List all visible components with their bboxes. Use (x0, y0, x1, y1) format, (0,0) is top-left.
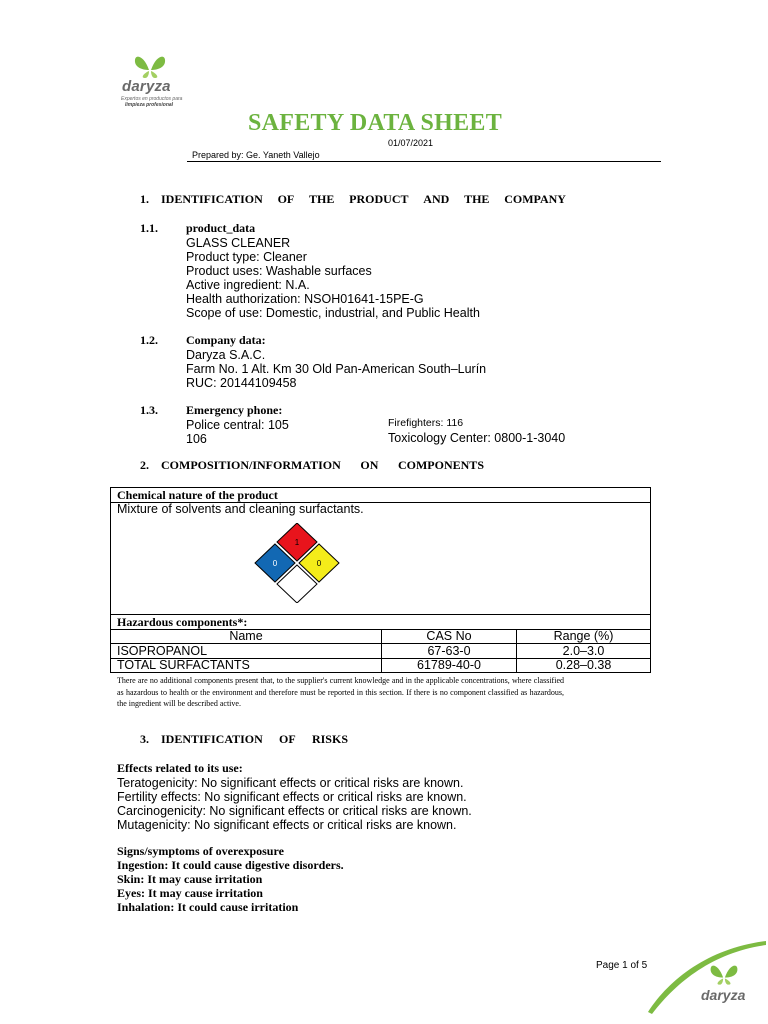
column-header-cas: CAS No (426, 629, 472, 643)
header-divider (187, 161, 661, 162)
title-word: COMPONENTS (397, 458, 484, 472)
title-word: OF (279, 732, 296, 746)
column-header-name: Name (229, 629, 263, 643)
footer-swoosh-icon (640, 938, 768, 1024)
document-title: SAFETY DATA SHEET (248, 110, 503, 136)
chemical-nature-label: Chemical nature of the product (117, 488, 278, 502)
brand-name: daryza (122, 78, 171, 95)
page-number: Page 1 of 5 (596, 960, 648, 971)
section-number: 1. (140, 192, 149, 206)
column-header-range: Range (%) (553, 629, 614, 643)
police-phone-2: 106 (186, 432, 207, 446)
component-range: 0.28–0.38 (555, 658, 612, 672)
subsection-heading: Company data: (186, 333, 266, 347)
product-type: Product type: Cleaner (186, 250, 307, 264)
component-range: 2.0–3.0 (562, 644, 605, 658)
section-title (161, 458, 484, 473)
nfpa-reactivity-value: 0 (316, 559, 322, 568)
component-name: TOTAL SURFACTANTS (117, 658, 250, 672)
title-word: AND (423, 192, 450, 206)
effect-item: Carcinogenicity: No significant effects or critical risks are known. (117, 804, 472, 818)
section-title (161, 192, 566, 207)
health-authorization: Health authorization: NSOH01641-15PE-G (186, 292, 424, 306)
symptom-item: Eyes: It may cause irritation (117, 886, 263, 900)
nfpa-diamond-icon (253, 523, 345, 603)
section-2-heading (140, 458, 485, 473)
component-cas: 67-63-0 (427, 644, 471, 658)
title-word: IDENTIFICATION (161, 732, 263, 746)
document-date: 01/07/2021 (388, 138, 434, 148)
company-ruc: RUC: 20144109458 (186, 376, 297, 390)
symptoms-heading: Signs/symptoms of overexposure (117, 844, 284, 858)
subsection-heading: product_data (186, 221, 256, 235)
component-cas: 61789-40-0 (417, 658, 481, 672)
section-number: 3. (140, 732, 149, 746)
symptoms-block (117, 844, 344, 914)
section-number: 2. (140, 458, 149, 472)
title-word: PRODUCT (349, 192, 409, 206)
emergency-phone-block (186, 403, 289, 446)
title-word: OF (277, 192, 295, 206)
title-word: THE (464, 192, 490, 206)
section-1-heading (140, 192, 566, 207)
title-word: IDENTIFICATION (161, 192, 263, 206)
section-title (161, 732, 348, 747)
effect-item: Teratogenicity: No significant effects or critical risks are known. (117, 776, 464, 790)
nfpa-health-value: 0 (272, 559, 278, 568)
subsection-number: 1.3. (140, 403, 158, 417)
section-3-heading (140, 732, 350, 747)
company-name: Daryza S.A.C. (186, 348, 266, 362)
effect-item: Fertility effects: No significant effects or critical risks are known. (117, 790, 467, 804)
toxicology-phone: Toxicology Center: 0800-1-3040 (388, 431, 566, 445)
effects-block (117, 761, 472, 832)
composition-table (110, 487, 651, 673)
title-word: ON (360, 458, 379, 472)
police-phone: Police central: 105 (186, 418, 289, 432)
brand-tagline: Expertos en productos para (121, 96, 183, 102)
scope-of-use: Scope of use: Domestic, industrial, and Public Health (186, 306, 480, 320)
subsection-heading: Emergency phone: (186, 403, 283, 417)
components-note: There are no additional components present that, to the supplier's current knowledge and in the applicable concentrations, where classified as hazardous to health or the environment and therefore must be reported in this section. If there is no component classified as hazardous, the ingredient will be described active. (117, 676, 564, 708)
product-name: GLASS CLEANER (186, 236, 291, 250)
firefighters-phone: Firefighters: 116 (388, 417, 464, 429)
active-ingredient: Active ingredient: N.A. (186, 278, 310, 292)
symptom-item: Ingestion: It could cause digestive disorders. (117, 858, 344, 872)
nfpa-flammability-value: 1 (294, 538, 300, 547)
brand-tagline-2: limpieza profesional (125, 102, 174, 108)
title-word: THE (309, 192, 335, 206)
hazardous-components-label: Hazardous components*: (117, 615, 248, 629)
product-uses: Product uses: Washable surfaces (186, 264, 372, 278)
title-word: COMPANY (504, 192, 566, 206)
effects-heading: Effects related to its use: (117, 761, 243, 775)
chemical-nature-value: Mixture of solvents and cleaning surfactants. (117, 502, 364, 516)
footer-brand: daryza (701, 987, 746, 1003)
effect-item: Mutagenicity: No significant effects or critical risks are known. (117, 818, 457, 832)
component-name: ISOPROPANOL (117, 644, 208, 658)
product-data-block (186, 221, 480, 320)
footer-butterfly-icon (708, 962, 740, 986)
prepared-by: Prepared by: Ge. Yaneth Vallejo (192, 150, 320, 160)
title-word: RISKS (311, 732, 348, 746)
company-address: Farm No. 1 Alt. Km 30 Old Pan-American South–Lurín (186, 362, 487, 376)
subsection-number: 1.2. (140, 333, 158, 347)
subsection-number: 1.1. (140, 221, 158, 235)
title-word: COMPOSITION/INFORMATION (161, 458, 341, 472)
symptom-item: Skin: It may cause irritation (117, 872, 263, 886)
symptom-item: Inhalation: It could cause irritation (117, 900, 299, 914)
butterfly-logo-icon (132, 53, 168, 79)
company-data-block (186, 333, 486, 390)
